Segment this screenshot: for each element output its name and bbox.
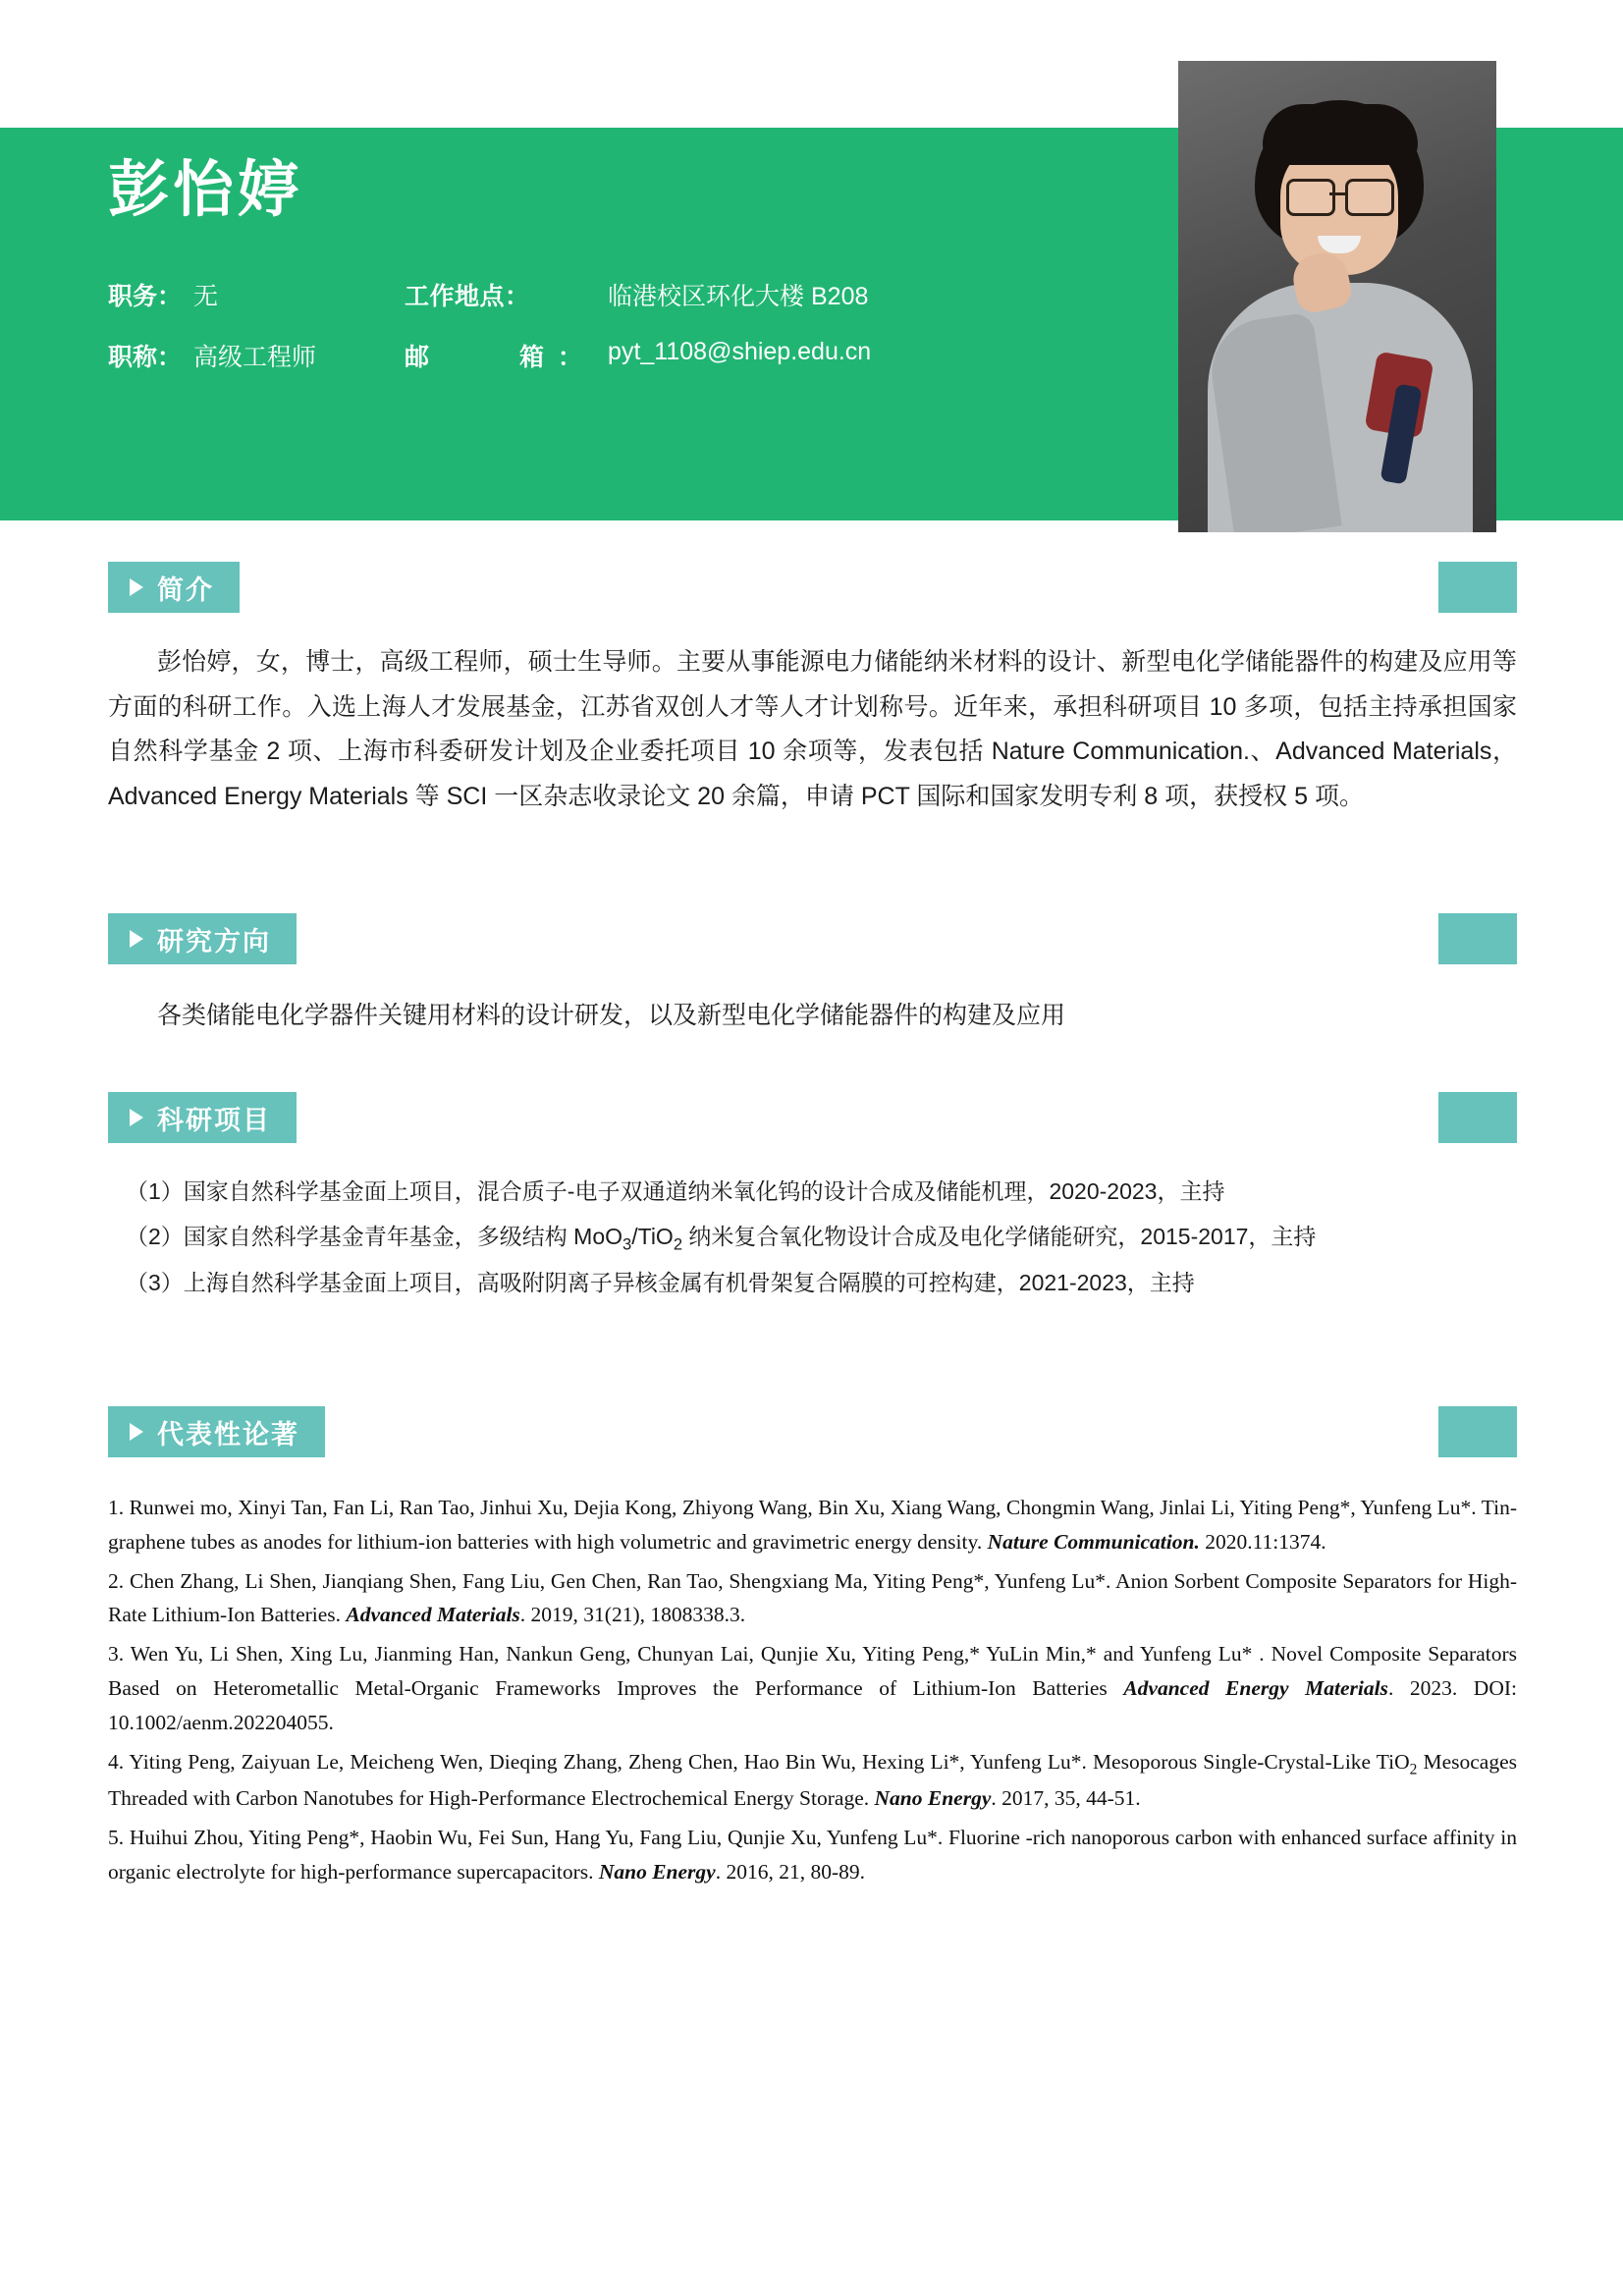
project-2-sub2: 2 (673, 1234, 683, 1254)
section-title-publications (108, 1406, 325, 1457)
section-label: 简介 (157, 574, 214, 605)
pub-authors: Huihui Zhou, Yiting Peng*, Haobin Wu, Fei Sun, Hang Yu, Fang Liu, Qunjie Xu, Yunfeng Lu*. (129, 1826, 948, 1849)
list-item (108, 1564, 1517, 1633)
section-label: 科研项目 (157, 1105, 271, 1135)
pub-title-pre: Mesoporous Single-Crystal-Like TiO (1092, 1749, 1410, 1774)
pub-rest: . 2017, 35, 44-51. (991, 1786, 1141, 1811)
table-row (108, 338, 959, 399)
portrait-glasses-bridge (1329, 192, 1345, 195)
list-item (126, 1216, 1517, 1260)
email-label: 邮 箱： (405, 344, 597, 372)
section-end-block (1438, 1092, 1517, 1143)
email-value[interactable]: pyt_1108@shiep.edu.cn (608, 338, 872, 366)
section-end-block (1438, 1406, 1517, 1457)
project-2-post: 纳米复合氧化物设计合成及电化学储能研究，2015-2017，主持 (682, 1223, 1317, 1249)
section-research (108, 913, 1517, 1038)
pub-rest: . 2023. DOI: 10.1002/aenm.202204055. (108, 1676, 1517, 1734)
section-title-intro (108, 562, 240, 613)
pub-journal: Nano Energy (598, 1859, 716, 1884)
pub-title: Tin-graphene tubes as anodes for lithium-ion batteries with high volumetric and gravimetric energy density. (108, 1496, 1518, 1554)
pub-rest: 2020.11:1374. (1199, 1529, 1326, 1554)
divider (108, 586, 1427, 588)
intro-paragraph: 彭怡婷，女，博士，高级工程师，硕士生导师。主要从事能源电力储能纳米材料的设计、新型电化学储能器件的构建及应用等方面的科研工作。入选上海人才发展基金，江苏省双创人才等人才计划称号。近年来，承担科研项目 10 多项，包括主持承担国家自然科学基金 2 项、上海市科委研发计划及企业委托项目 10 余项等，发表包括 Nature Communication.、Advanced Materials，Advanced Energy Materials 等 SCI 一区杂志收录论文 20 余篇，申请 PCT 国际和国家发明专利 8 项，获授权 5 项。 (108, 648, 1517, 810)
triangle-icon (130, 578, 143, 596)
section-end-block (1438, 913, 1517, 964)
pub-journal: Advanced Materials (346, 1603, 520, 1627)
pub-title: Anion Sorbent Composite Separators for High-Rate Lithium-Ion Batteries. (108, 1568, 1518, 1627)
pub-index: 3. (108, 1642, 131, 1667)
table-row (108, 277, 959, 338)
triangle-icon (130, 1423, 143, 1441)
pub-authors: Chen Zhang, Li Shen, Jianqiang Shen, Fang Liu, Gen Chen, Ran Tao, Shengxiang Ma, Yiting Peng*, Yunfeng Lu*. (129, 1568, 1115, 1593)
list-item (108, 1745, 1517, 1816)
avatar (1178, 61, 1496, 532)
section-label: 代表性论著 (157, 1419, 299, 1449)
pub-authors: Wen Yu, Li Shen, Xing Lu, Jianming Han, Nankun Geng, Chunyan Lai, Qunjie Xu, Yiting Peng,* YuLin Min,* and Yunfeng Lu* . (130, 1642, 1271, 1667)
contact-info-table (108, 277, 959, 399)
section-header-research (108, 913, 1517, 964)
section-title-projects (108, 1092, 297, 1143)
portrait-glasses-right (1345, 179, 1394, 216)
list-item (108, 1491, 1517, 1559)
pub-title: Fluorine -rich nanoporous carbon with enhanced surface affinity in organic electrolyte for high-performance supercapacitors. (108, 1826, 1517, 1884)
section-title-research (108, 913, 297, 964)
pub-rest: . 2016, 21, 80-89. (715, 1859, 865, 1884)
office-label: 工作地点： (405, 283, 530, 311)
pub-rest: . 2019, 31(21), 1808338.3. (519, 1603, 746, 1627)
list-item: （1）国家自然科学基金面上项目，混合质子-电子双通道纳米氧化钨的设计合成及储能机理，2020-2023，主持 (126, 1178, 1225, 1204)
project-2-pre: （2）国家自然科学基金青年基金，多级结构 MoO (126, 1223, 623, 1249)
publication-list (108, 1491, 1517, 1889)
pub-journal: Nano Energy (874, 1786, 992, 1811)
pub-title-sub: 2 (1409, 1761, 1418, 1778)
office-value: 临港校区环化大楼 B208 (608, 283, 869, 311)
position-value: 无 (193, 283, 219, 311)
project-2-mid: /TiO (631, 1223, 674, 1249)
divider (108, 938, 1427, 940)
pub-index: 5. (108, 1826, 130, 1849)
section-end-block (1438, 562, 1517, 613)
section-header-intro (108, 562, 1517, 613)
list-item: （3）上海自然科学基金面上项目，高吸附阴离子异核金属有机骨架复合隔膜的可控构建，2021-2023，主持 (126, 1269, 1195, 1295)
pub-authors: Runwei mo, Xinyi Tan, Fan Li, Ran Tao, Jinhui Xu, Dejia Kong, Zhiyong Wang, Bin Xu, Xiang Wang, Chongmin Wang, Jinlai Li, Yiting Peng*, Yunfeng Lu*. (129, 1496, 1482, 1519)
list-item (108, 1637, 1517, 1739)
pub-title: Novel Composite Separators Based on Heterometallic Metal-Organic Frameworks Improves the Performance of Lithium-Ion Batteries (108, 1642, 1517, 1701)
title-label: 职称： (108, 344, 183, 372)
project-list (108, 1171, 1517, 1304)
title-value: 高级工程师 (193, 344, 317, 372)
list-item (108, 1821, 1517, 1889)
portrait-fringe (1263, 104, 1418, 165)
section-header-projects (108, 1092, 1517, 1143)
pub-index: 2. (108, 1568, 130, 1593)
triangle-icon (130, 1109, 143, 1126)
section-header-publications (108, 1406, 1517, 1457)
divider (108, 1117, 1427, 1119)
section-label: 研究方向 (157, 926, 271, 957)
portrait-glasses-left (1286, 179, 1335, 216)
pub-authors: Yiting Peng, Zaiyuan Le, Meicheng Wen, Dieqing Zhang, Zheng Chen, Hao Bin Wu, Hexing Li*, Yunfeng Lu*. (129, 1749, 1093, 1774)
pub-journal: Nature Communication. (987, 1529, 1200, 1554)
section-intro (108, 562, 1517, 819)
project-2-sub1: 3 (622, 1234, 632, 1254)
pub-index: 1. (108, 1496, 130, 1519)
section-publications (108, 1406, 1517, 1894)
section-projects (108, 1092, 1517, 1306)
pub-journal: Advanced Energy Materials (1123, 1676, 1388, 1701)
pub-index: 4. (108, 1749, 130, 1774)
triangle-icon (130, 930, 143, 948)
header-content (108, 157, 1188, 399)
research-paragraph: 各类储能电化学器件关键用材料的设计研发，以及新型电化学储能器件的构建及应用 (157, 1002, 1066, 1029)
page-title: 彭怡婷 (108, 156, 303, 224)
position-label: 职务： (108, 283, 183, 311)
pub-title-post: Mesocages Threaded with Carbon Nanotubes for High-Performance Electrochemical Energy Storage. (108, 1749, 1517, 1811)
